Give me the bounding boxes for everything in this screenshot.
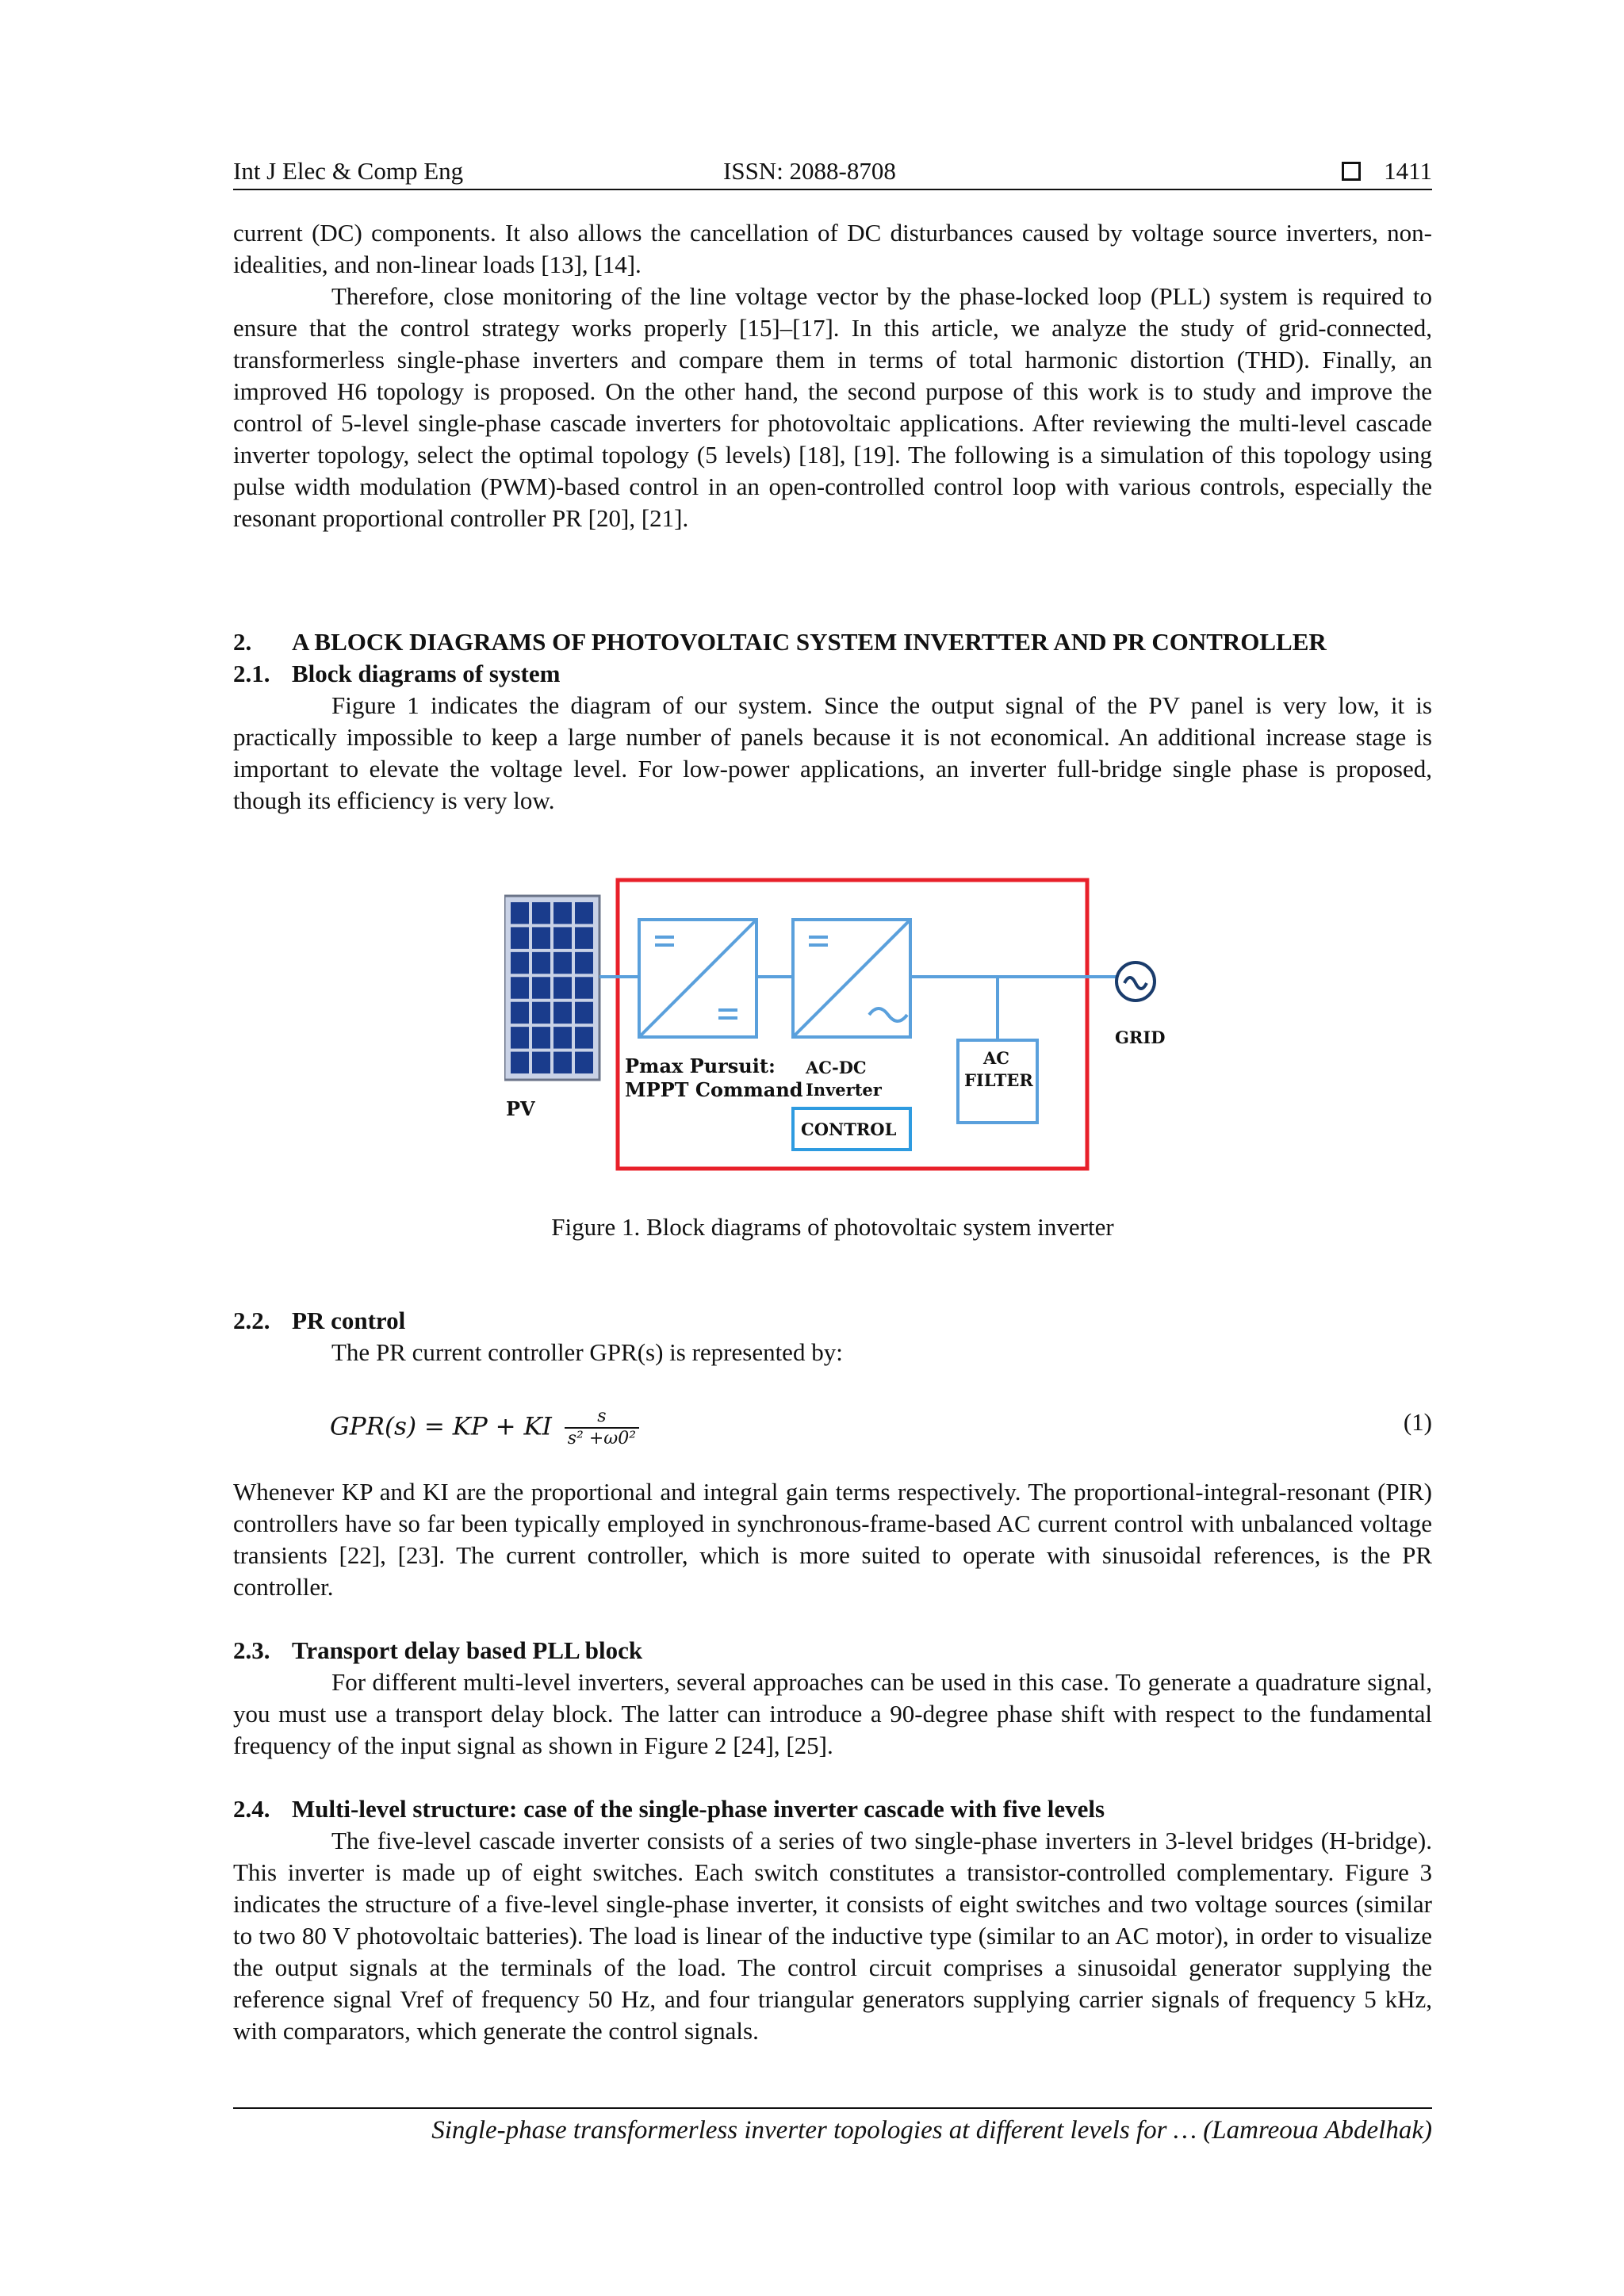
dc-dc-converter-block (639, 920, 756, 1037)
section-number: 2.3. (233, 1636, 270, 1664)
section-title: A BLOCK DIAGRAMS OF PHOTOVOLTAIC SYSTEM INVERTTER AND PR CONTROLLER (292, 628, 1327, 656)
pv-cell (532, 1052, 550, 1073)
pv-cell (575, 902, 593, 924)
pv-cell (532, 1002, 550, 1024)
label-filter-line2: FILTER (964, 1070, 1033, 1090)
pv-cell (575, 977, 593, 998)
equation-1 (330, 1392, 1432, 1459)
section-title: PR control (292, 1307, 406, 1334)
pv-cell (532, 952, 550, 974)
journal-name: Int J Elec & Comp Eng (233, 157, 464, 185)
pv-cell (511, 927, 529, 948)
checkbox-square-icon (1342, 162, 1361, 181)
section-number: 2. (233, 628, 252, 656)
section-heading-2-4 (233, 1793, 1432, 1825)
pv-panel-icon (504, 896, 599, 1080)
page-number: 1411 (1384, 157, 1432, 185)
pv-cell (575, 952, 593, 974)
label-inverter-line2: Inverter (806, 1080, 882, 1100)
pv-cell (575, 927, 593, 948)
equation-denominator: s² +ω0² (567, 1429, 637, 1448)
section-number: 2.1. (233, 660, 270, 687)
paragraph-7: The five-level cascade inverter consists of a series of two single-phase inverters in 3-level bridges (H-bridge). This inverter is made up of eight switches. Each switch constitutes a transistor-controlled complementary. Figure 3 indicates the structure of a five-level single-phase inverter, it consists of eight switches and two voltage sources (similar to two 80 V photovoltaic batteries). The load is linear of the inductive type (similar to an AC motor), in order to visualize the output signals at the terminals of the load. The control circuit comprises a sinusoidal generator supplying the reference signal Vref of frequency 50 Hz, and four triangular generators supplying carrier signals of frequency 5 kHz, with comparators, which generate the control signals. (233, 1827, 1432, 2045)
figure-1-block-diagram (504, 872, 1170, 1178)
pv-cell (553, 952, 572, 974)
pv-cell (532, 977, 550, 998)
label-grid: GRID (1115, 1027, 1166, 1047)
section-number: 2.2. (233, 1307, 270, 1334)
section-title: Transport delay based PLL block (292, 1636, 643, 1664)
pv-cell (511, 977, 529, 998)
pv-cell (575, 1027, 593, 1048)
issn: ISSN: 2088-8708 (723, 157, 896, 185)
running-header (233, 155, 1432, 190)
equation-lhs: GPR(s) = KP + KI (330, 1412, 552, 1441)
label-filter-line1: AC (983, 1048, 1010, 1068)
paragraph-1: current (DC) components. It also allows the cancellation of DC disturbances caused by voltage source inverters, non-idealities, and non-linear loads [13], [14]. (233, 219, 1432, 278)
pv-cell (575, 1002, 593, 1024)
section-heading-2-2 (233, 1305, 1432, 1337)
pv-cell (511, 902, 529, 924)
label-pv: PV (506, 1097, 535, 1120)
pv-cell (553, 1002, 572, 1024)
pv-cell (511, 1002, 529, 1024)
equation-fraction (565, 1406, 639, 1449)
pv-cell (553, 902, 572, 924)
section-heading-2-3 (233, 1635, 1432, 1667)
label-control: CONTROL (801, 1119, 897, 1139)
section-title: Block diagrams of system (292, 660, 561, 687)
pv-cell (532, 902, 550, 924)
pv-cell (511, 1027, 529, 1048)
pv-cell (532, 927, 550, 948)
paragraph-6: For different multi-level inverters, several approaches can be used in this case. To generate a quadrature signal, you must use a transport delay block. The latter can introduce a 90-degree phase shift with respect to the fundamental frequency of the input signal as shown in Figure 2 [24], [25]. (233, 1668, 1432, 1759)
pv-cell (532, 1027, 550, 1048)
running-footer: Single-phase transformerless inverter topologies at different levels for … (Lamreoua Abdelhak) (431, 2116, 1432, 2145)
section-title: Multi-level structure: case of the single-phase inverter cascade with five levels (292, 1795, 1105, 1823)
label-mppt-line1: Pmax Pursuit: (625, 1054, 776, 1077)
paragraph-3: Figure 1 indicates the diagram of our system. Since the output signal of the PV panel is very low, it is practically impossible to keep a large number of panels because it is not economical. An additional increase stage is important to elevate the voltage level. For low-power applications, an inverter full-bridge single phase is proposed, though its efficiency is very low. (233, 691, 1432, 814)
paragraph-4: The PR current controller GPR(s) is represented by: (331, 1338, 843, 1366)
header-rule (233, 189, 1432, 190)
pv-cell (553, 927, 572, 948)
pv-cell (553, 1052, 572, 1073)
equation-expression (330, 1406, 639, 1449)
label-mppt-line2: MPPT Command (625, 1078, 803, 1101)
dc-ac-inverter-block (793, 920, 910, 1037)
pv-cell (553, 977, 572, 998)
pv-cell (553, 1027, 572, 1048)
grid-source-icon (1116, 962, 1155, 1001)
figure-1-caption: Figure 1. Block diagrams of photovoltaic system inverter (551, 1213, 1114, 1241)
section-heading-2-1 (233, 658, 1432, 690)
paragraph-2: Therefore, close monitoring of the line voltage vector by the phase-locked loop (PLL) system is required to ensure that the control strategy works properly [15]–[17]. In this article, we analyze the study of grid-connected, transformerless single-phase inverters and compare them in terms of total harmonic distortion (THD). Finally, an improved H6 topology is proposed. On the other hand, the second purpose of this work is to study and improve the control of 5-level single-phase cascade inverters for photovoltaic applications. After reviewing the multi-level cascade inverter topology, select the optimal topology (5 levels) [18], [19]. The following is a simulation of this topology using pulse width modulation (PWM)-based control in an open-controlled control loop with various controls, especially the resonant proportional controller PR [20], [21]. (233, 282, 1432, 532)
paragraph-5: Whenever KP and KI are the proportional and integral gain terms respectively. The proportional-integral-resonant (PIR) controllers have so far been typically employed in synchronous-frame-based AC current control with unbalanced voltage transients [22], [23]. The current controller, which is more suited to operate with sinusoidal references, is the PR controller. (233, 1478, 1432, 1601)
label-inverter-line1: AC-DC (806, 1058, 867, 1077)
equation-number: (1) (1403, 1408, 1432, 1436)
pv-cell (511, 1052, 529, 1073)
pv-cell (511, 952, 529, 974)
section-heading-2 (233, 626, 1432, 658)
section-number: 2.4. (233, 1795, 270, 1823)
equation-numerator: s (565, 1406, 639, 1429)
footer-rule (233, 2107, 1432, 2109)
pv-cell (575, 1052, 593, 1073)
